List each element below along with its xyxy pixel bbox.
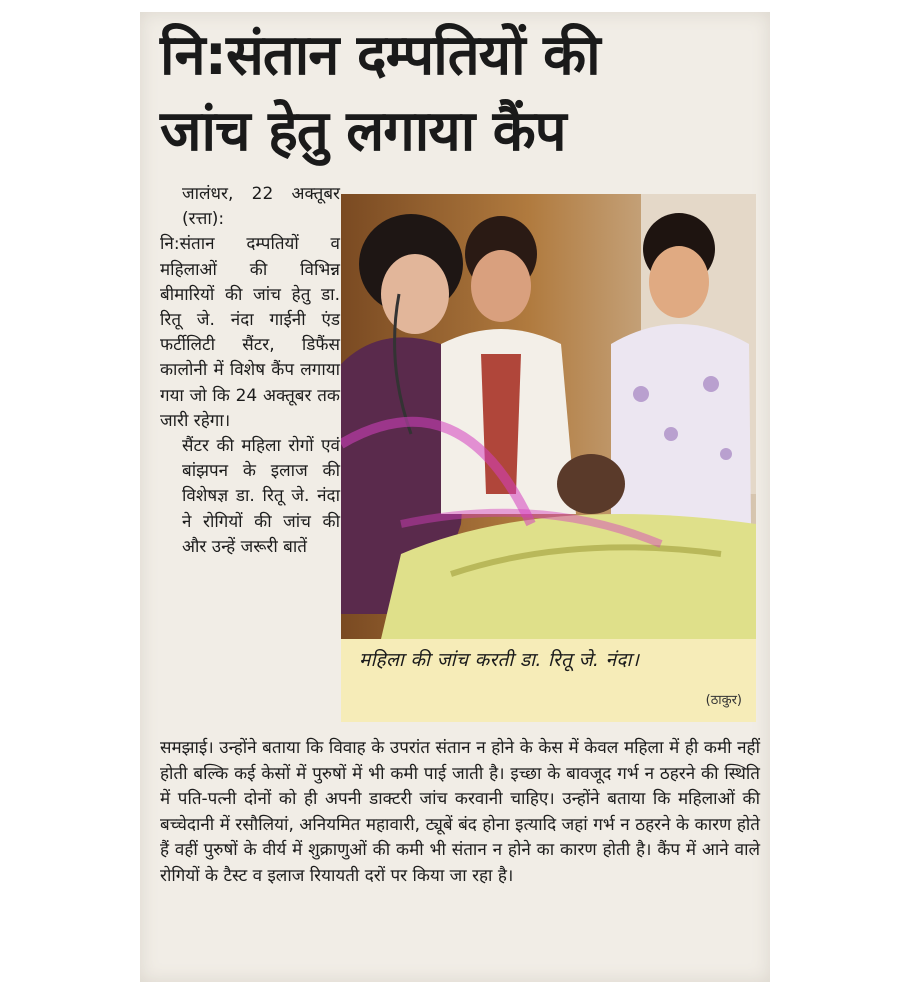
headline-line-2: जांच हेतु लगाया कैंप: [160, 99, 566, 164]
headline-line-1: नि:संतान दम्पतियों की: [160, 23, 600, 88]
article-body-full-width: [160, 736, 760, 890]
article-column: [160, 182, 340, 560]
headline: [160, 18, 760, 170]
photo-credit: (ठाकुर): [705, 693, 742, 708]
photo-illustration: [341, 194, 756, 639]
photo-caption: महिला की जांच करती डा. रितू जे. नंदा।: [359, 649, 640, 671]
dateline: जालंधर, 22 अक्तूबर (रत्ता):: [182, 184, 340, 230]
article-paragraph-2-start: सैंटर की महिला रोगों एवं बांझपन के इलाज की विशेषज्ञ डा. रितू जे. नंदा ने रोगियों की जांच की और उन्हें जरूरी बातें: [182, 436, 340, 557]
photo-box: [341, 194, 756, 722]
news-photo: [341, 194, 756, 639]
article-paragraph-1: नि:संतान दम्पतियों व महिलाओं की विभिन्न बीमारियों की जांच हेतु डा. रितू जे. नंदा गाईनी एंड फर्टीलिटी सैंटर, डिफैंस कालोनी में विशेष कैंप लगाया गया जो कि 24 अक्तूबर तक जारी रहेगा।: [160, 234, 340, 431]
article-paragraph-2-continued: समझाई। उन्होंने बताया कि विवाह के उपरांत संतान न होने के केस में केवल महिला में ही कमी नहीं होती बल्कि कई केसों में पुरुषों में भी कमी पाई जाती है। इच्छा के बावजूद गर्भ न ठहरने की स्थिति में पति-पत्नी दोनों को ही अपनी डाक्टरी जांच करवानी चाहिए। उन्होंने बताया कि महिलाओं की बच्चेदानी में रसौलियां, अनियमित महावारी, ट्यूबें बंद होना इत्यादि जहां गर्भ न ठहरने के कारण होते हैं वहीं पुरुषों के वीर्य में शुक्राणुओं की कमी भी संतान न होने का कारण होती है। कैंप में आने वाले रोगियों के टैस्ट व इलाज रियायती दरों पर किया जा रहा है।: [160, 738, 760, 886]
